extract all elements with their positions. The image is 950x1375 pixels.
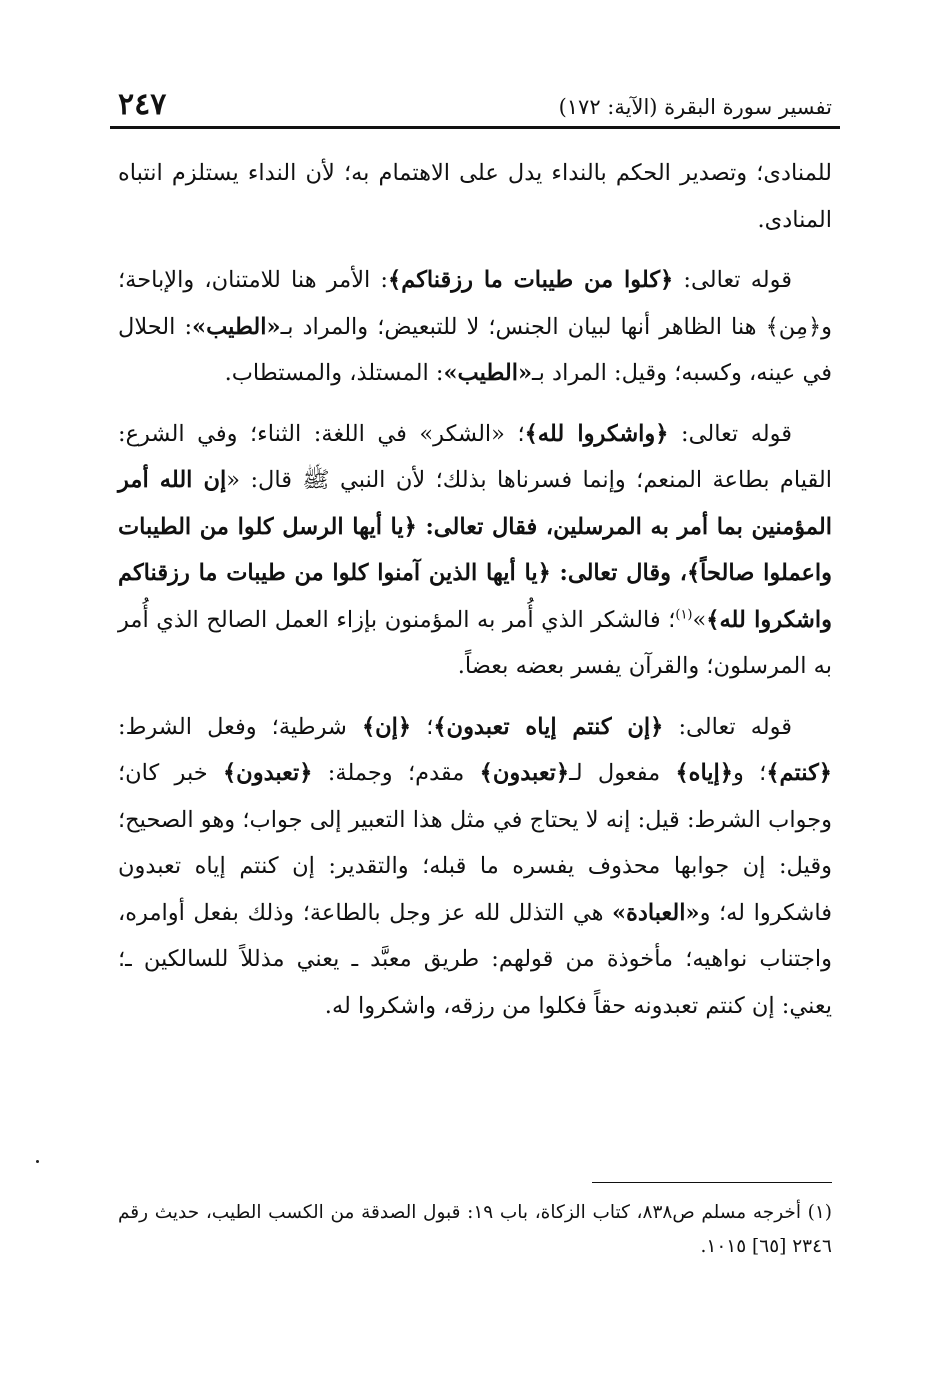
text-run: شرطية؛ وفعل الشرط:	[118, 713, 362, 740]
term: «الطيب»	[192, 313, 281, 340]
term: «العبادة»	[612, 899, 700, 926]
body-text	[118, 150, 832, 1043]
text-run: : الأمر هنا للامتنان، والإباحة؛ و	[118, 267, 832, 340]
footnote-1: (١) أخرجه مسلم ص٨٣٨، كتاب الزكاة، باب ١٩: قبول الصدقة من الكسب الطيب، حديث رقم ٢٣٤٦ [٦٥] ١٠١٥.	[118, 1202, 832, 1257]
quran-word: ﴿إياه﴾	[675, 760, 733, 786]
text-run: »	[692, 606, 707, 633]
scan-speck	[36, 1160, 39, 1163]
quran-quote: ﴿واشكروا لله﴾	[524, 420, 669, 447]
running-title: تفسير سورة البقرة (الآية: ١٧٢)	[558, 95, 832, 119]
footnote-rule	[592, 1182, 832, 1183]
text-run: قوله تعالى:	[673, 267, 793, 293]
header-rule	[110, 126, 840, 129]
text-run: : الحلال في عينه، وكسبه؛ وقيل: المراد بـ	[118, 313, 832, 386]
text-run: هي التذلل لله عز وجل بالطاعة؛ وذلك بفعل أوامره، واجتناب نواهيه؛ مأخوذة من قولهم: طريق معبَّد ـ يعني مذللاً للسالكين ـ؛ يعني: إن كنتم تعبدونه حقاً فكلوا من رزقه، واشكروا له.	[118, 899, 832, 1019]
paragraph-4	[118, 704, 832, 1030]
text-run: هنا الظاهر أنها لبيان الجنس؛ لا للتبعيض؛ والمراد بـ	[280, 313, 766, 340]
quran-quote: ﴿إن كنتم إياه تعبدون﴾	[433, 713, 664, 740]
text-run: : المستلذ، والمستطاب.	[224, 360, 444, 386]
text-run: ؛ و	[733, 760, 767, 786]
page-number: ٢٤٧	[118, 87, 167, 122]
text-run: قوله تعالى:	[668, 420, 792, 447]
quran-word: ﴿تعبدون﴾	[479, 760, 570, 786]
paragraph-1: للمنادى؛ وتصدير الحكم بالنداء يدل على الاهتمام به؛ لأن النداء يستلزم انتباه المنادى.	[118, 160, 833, 233]
text-run: ؛ فالشكر الذي أُمر به المؤمنون بإزاء العمل الصالح الذي أُمر به المرسلون؛ والقرآن يفسر بعضه بعضاً.	[118, 606, 832, 679]
quran-word: ﴿كنتم﴾	[766, 760, 832, 786]
quran-word: ﴿مِن﴾	[765, 313, 822, 340]
text-run: خبر كان؛ وجواب الشرط: قيل: إنه لا يحتاج في مثل هذا التعبير إلى جواب؛ وهو الصحيح؛ وقيل: إن جوابها محذوف يفسره ما قبله؛ والتقدير: إن كنتم إياه تعبدون فاشكروا له؛ و	[118, 760, 832, 926]
text-run: مقدم؛ وجملة:	[312, 760, 480, 786]
text-run: ؛	[411, 713, 434, 740]
footnote	[118, 1196, 832, 1264]
text-run: مفعول لـ	[569, 760, 676, 786]
quran-word: ﴿تعبدون﴾	[223, 760, 313, 786]
quran-word: ﴿إن﴾	[361, 713, 412, 740]
text-run: قوله تعالى:	[663, 713, 793, 740]
paragraph-3	[118, 411, 832, 690]
page-header	[118, 80, 832, 124]
term: «الطيب»	[443, 360, 533, 386]
footnote-marker: (١)	[675, 607, 693, 622]
paragraph-2	[118, 257, 832, 397]
hadith-quote: إن الله أمر المؤمنين بما أمر به المرسلين، فقال تعالى: ﴿يا أيها الرسل كلوا من الطيبات واعملوا صالحاً﴾، وقال تعالى: ﴿يا أيها الذين آمنوا كلوا من طيبات ما رزقناكم واشكروا لله﴾	[118, 467, 832, 633]
text-run: ؛ «الشكر» في اللغة: الثناء؛ وفي الشرع: القيام بطاعة المنعم؛ وإنما فسرناها بذلك؛ لأن النبي ﷺ قال: «	[118, 420, 833, 493]
quran-quote: ﴿كلوا من طيبات ما رزقناكم﴾	[388, 267, 674, 293]
